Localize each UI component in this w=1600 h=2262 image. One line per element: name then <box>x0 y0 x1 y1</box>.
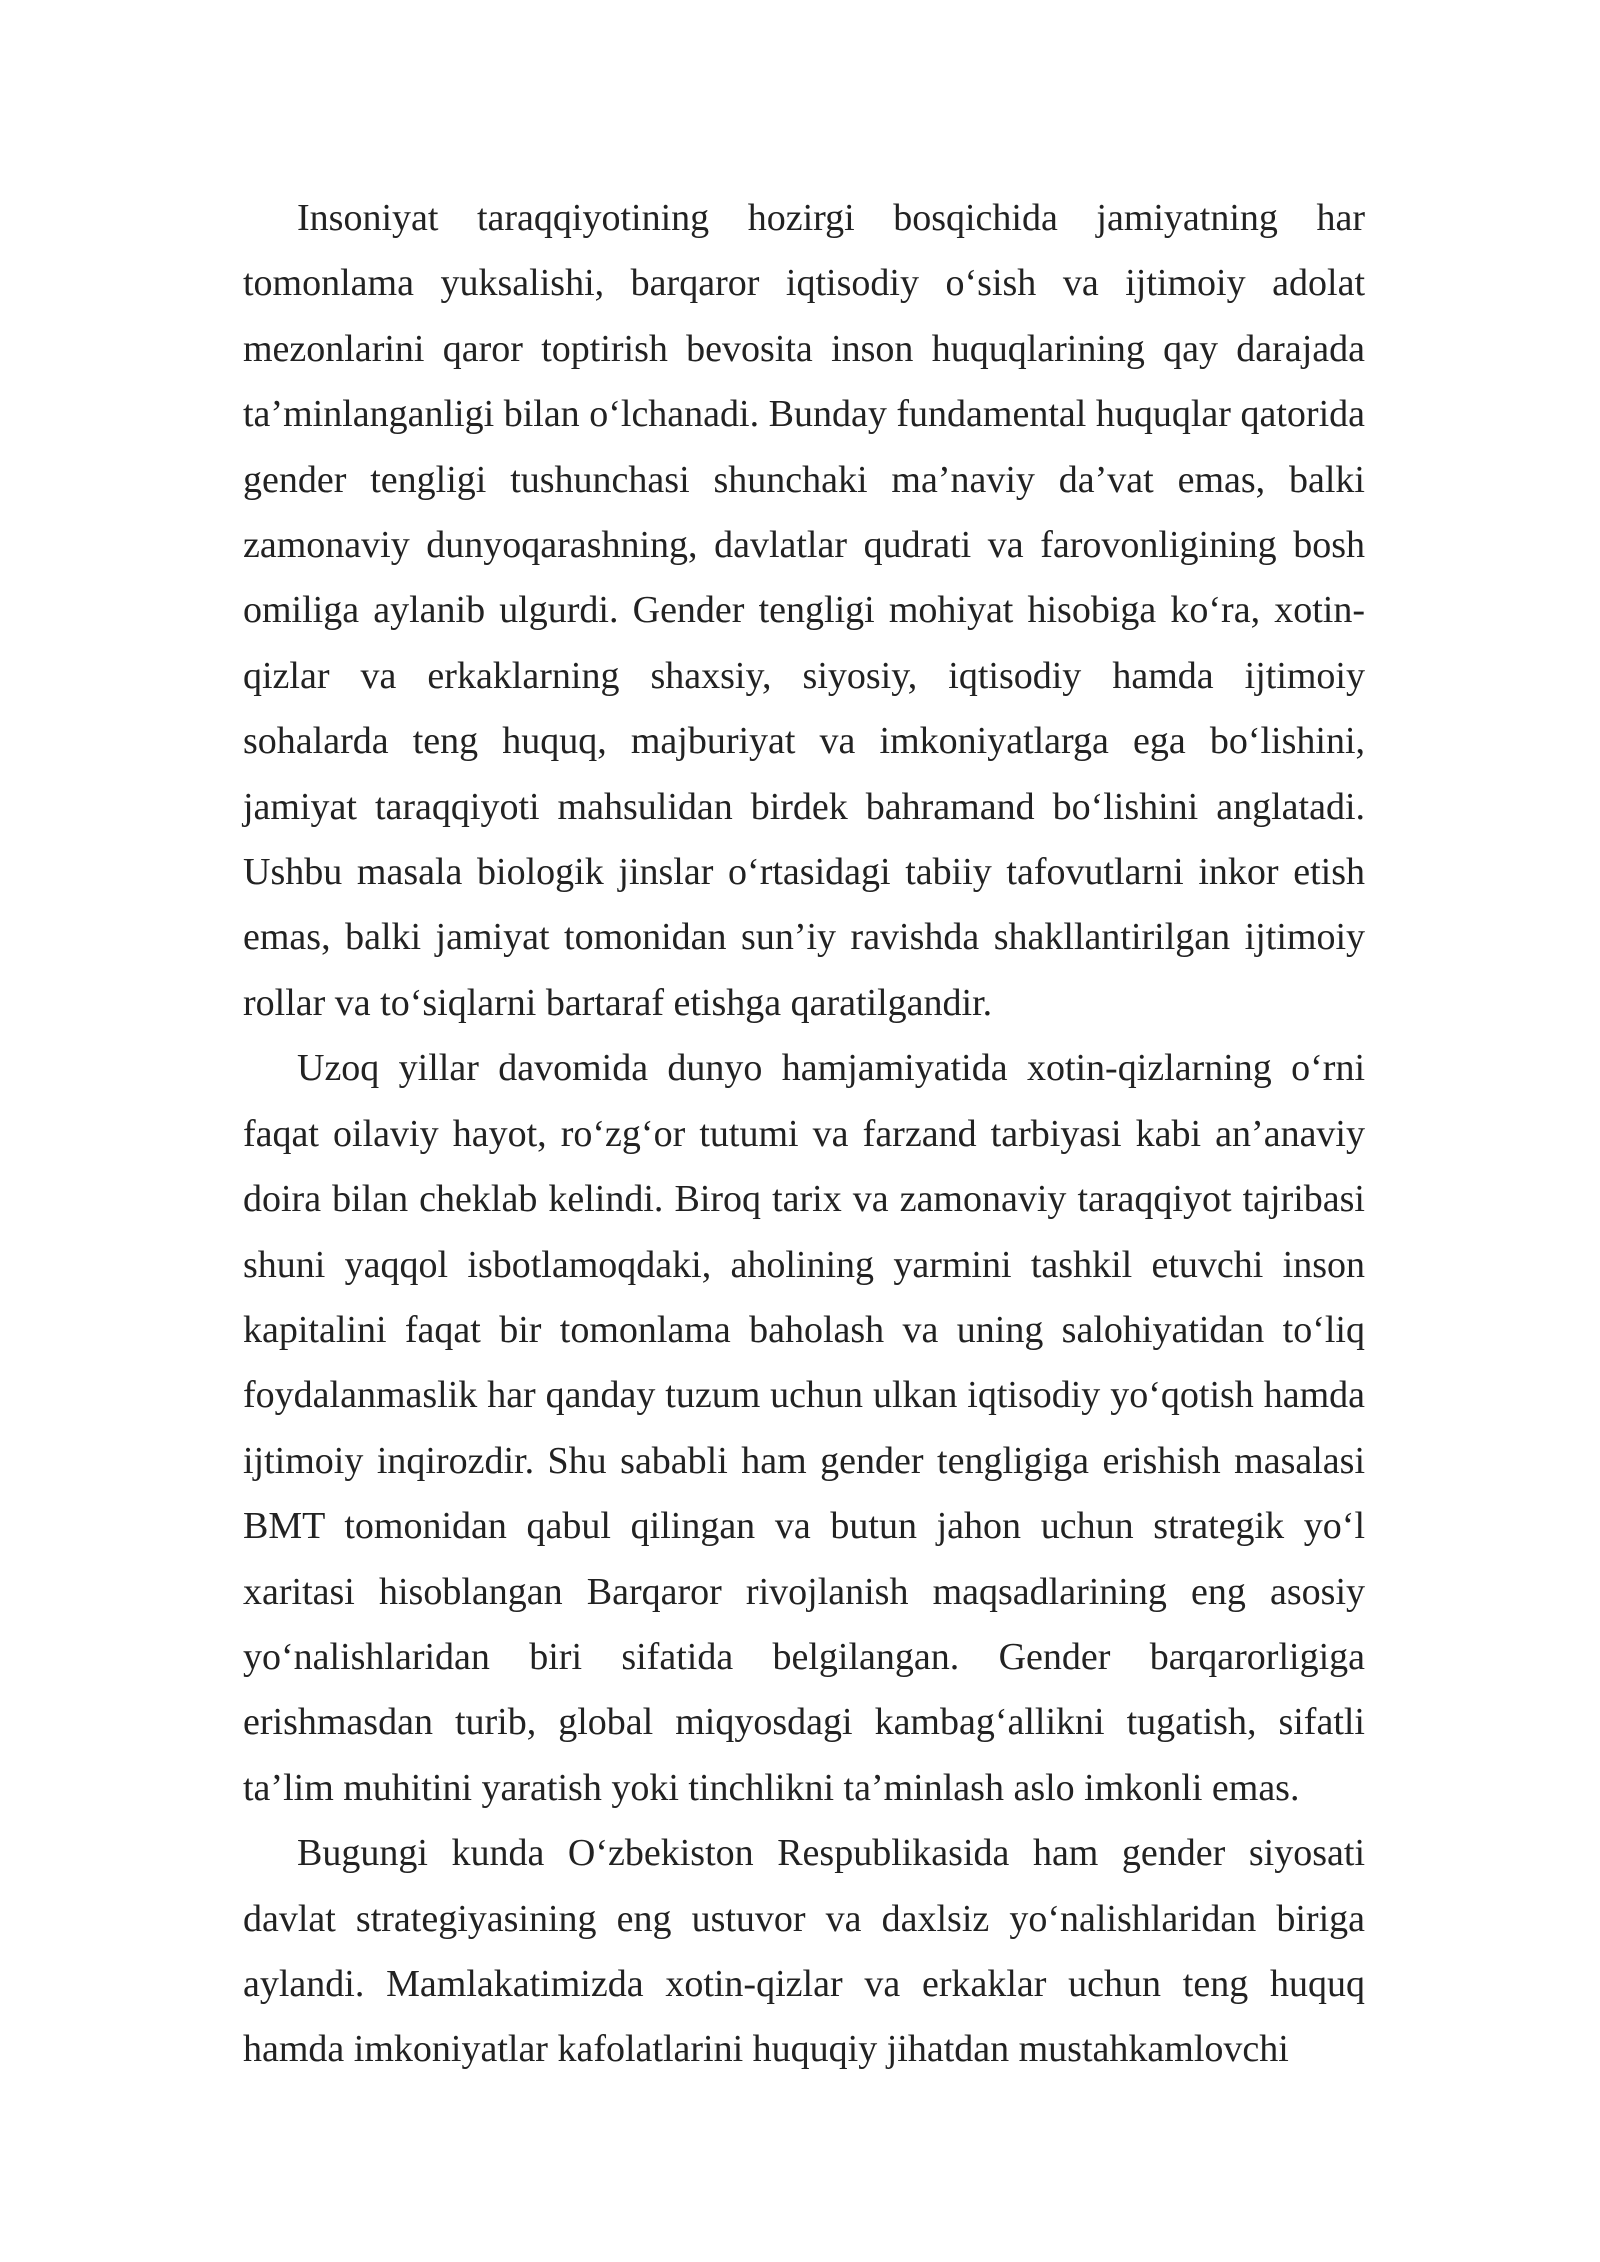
paragraph-3: Bugungi kunda O‘zbekiston Respublikasida ham gender siyosati davlat strategiyasining eng ustuvor va daxlsiz yo‘nalishlaridan biriga aylandi. Mamlakatimizda xotin-qizlar va erkaklar uchun teng huquq hamda imkoniyatlar kafolatlarini huquqiy jihatdan mustahkamlovchi <box>243 1832 1365 2071</box>
body-text <box>243 186 1365 2083</box>
paragraph-1: Insoniyat taraqqiyotining hozirgi bosqichida jamiyatning har tomonlama yuksalishi, barqaror iqtisodiy o‘sish va ijtimoiy adolat mezonlarini qaror toptirish bevosita inson huquqlarining qay darajada ta’minlanganligi bilan o‘lchanadi. Bunday fundamental huquqlar qatorida gender tengligi tushunchasi shunchaki ma’naviy da’vat emas, balki zamonaviy dunyoqarashning, davlatlar qudrati va farovonligining bosh omiliga aylanib ulgurdi. Gender tengligi mohiyat hisobiga ko‘ra, xotin-qizlar va erkaklarning shaxsiy, siyosiy, iqtisodiy hamda ijtimoiy sohalarda teng huquq, majburiyat va imkoniyatlarga ega bo‘lishini, jamiyat taraqqiyoti mahsulidan birdek bahramand bo‘lishini anglatadi. Ushbu masala biologik jinslar o‘rtasidagi tabiiy tafovutlarni inkor etish emas, balki jamiyat tomonidan sun’iy ravishda shakllantirilgan ijtimoiy rollar va to‘siqlarni bartaraf etishga qaratilgandir. <box>243 197 1365 1024</box>
paragraph-2: Uzoq yillar davomida dunyo hamjamiyatida xotin-qizlarning o‘rni faqat oilaviy hayot, ro‘zg‘or tutumi va farzand tarbiyasi kabi an’anaviy doira bilan cheklab kelindi. Biroq tarix va zamonaviy taraqqiyot tajribasi shuni yaqqol isbotlamoqdaki, aholining yarmini tashkil etuvchi inson kapitalini faqat bir tomonlama baholash va uning salohiyatidan to‘liq foydalanmaslik har qanday tuzum uchun ulkan iqtisodiy yo‘qotish hamda ijtimoiy inqirozdir. Shu sababli ham gender tengligiga erishish masalasi BMT tomonidan qabul qilingan va butun jahon uchun strategik yo‘l xaritasi hisoblangan Barqaror rivojlanish maqsadlarining eng asosiy yo‘nalishlaridan biri sifatida belgilangan. Gender barqarorligiga erishmasdan turib, global miqyosdagi kambag‘allikni tugatish, sifatli ta’lim muhitini yaratish yoki tinchlikni ta’minlash aslo imkonli emas. <box>243 1047 1365 1809</box>
